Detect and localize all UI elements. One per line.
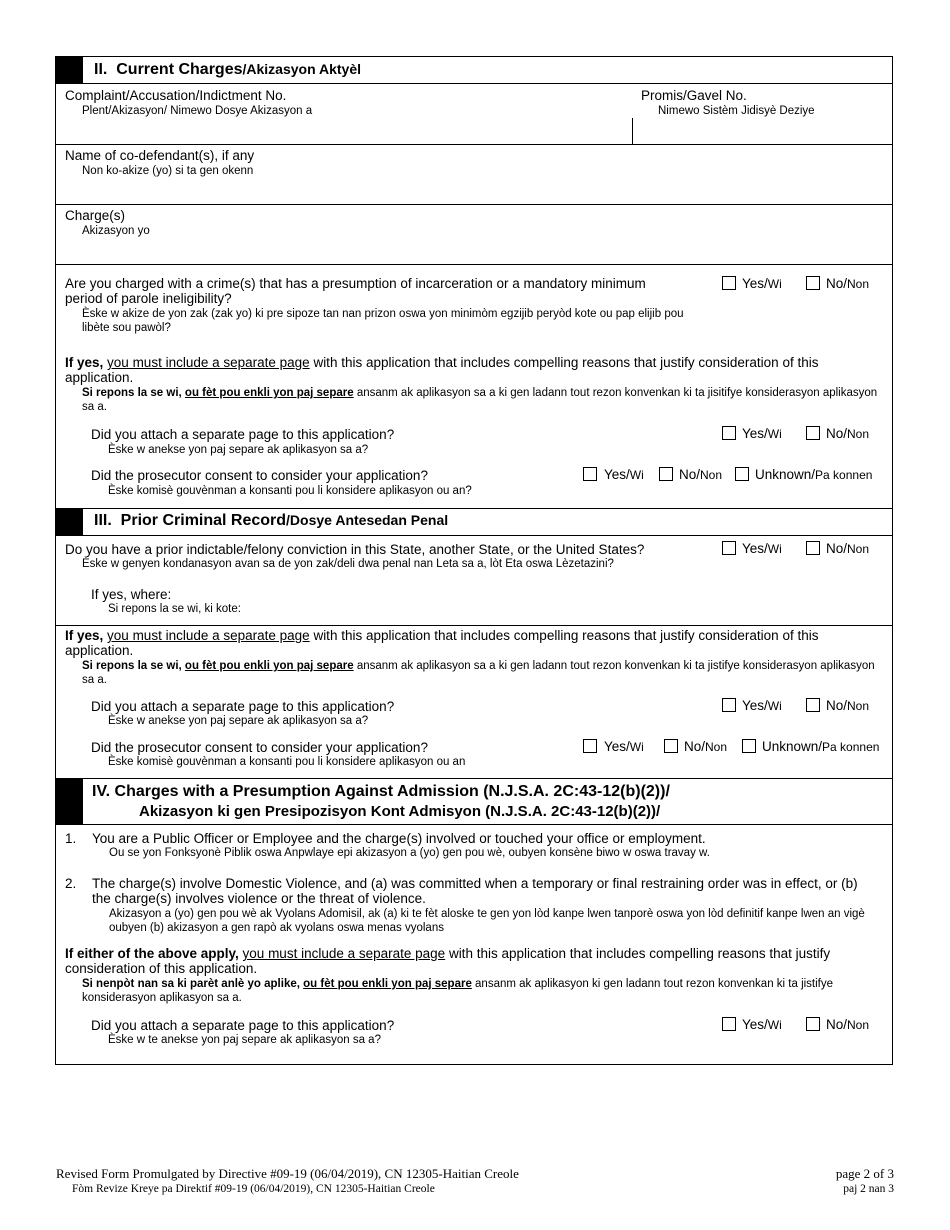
presumption-no-label: No/Non — [826, 276, 870, 291]
prior-attach-yes-label: Yes/Wi — [742, 698, 782, 713]
prior-yes-checkbox[interactable] — [722, 541, 736, 555]
consent-question-ht: Èske komisè gouvènman a konsanti pou li konsidere aplikasyon ou an? — [108, 485, 472, 497]
prior-consent-yes-label: Yes/Wi — [604, 739, 644, 754]
codefendant-label-ht: Non ko-akize (yo) si ta gen okenn — [82, 165, 254, 177]
item-2-text: The charge(s) involve Domestic Violence, and (a) was committed when a temporary or final restraining order was in effect, or (b) the charge(s) involves violence or the threat of violence. — [92, 876, 858, 906]
presumption-attach-question: Did you attach a separate page to this application? — [91, 1018, 395, 1033]
consent-no-checkbox[interactable] — [659, 467, 673, 481]
section-2-title: II. Current Charges/Akizasyon Aktyèl — [94, 61, 362, 78]
separate-page-instruction-ht: Si repons la se wi, ou fèt pou enkli yon paj separe ansanm ak aplikasyon sa a ki gen ladann tout rezon konvenkan ki ta jisitifye konsiderasyon aplikasyon sa a. — [82, 387, 878, 413]
item-2-number: 2. — [65, 876, 77, 891]
presumption-yes-checkbox[interactable] — [722, 276, 736, 290]
section-3-header-rule — [55, 535, 893, 536]
prior-no-label: No/Non — [826, 541, 870, 556]
prior-consent-unknown-label: Unknown/Pa konnen — [762, 739, 880, 754]
prior-consent-yes-checkbox[interactable] — [583, 739, 597, 753]
footer-directive-ht: Fòm Revize Kreye pa Direktif #09-19 (06/04/2019), CN 12305-Haitian Creole — [72, 1183, 435, 1195]
consent-yes-label: Yes/Wi — [604, 467, 644, 482]
prior-consent-unknown-checkbox[interactable] — [742, 739, 756, 753]
complaint-field[interactable] — [55, 144, 893, 145]
complaint-divider — [632, 118, 633, 144]
item-1-text: You are a Public Officer or Employee and the charge(s) involved or touched your office or employment. — [92, 831, 706, 846]
prior-attach-question: Did you attach a separate page to this application? — [91, 699, 395, 714]
section-4-header-rule — [55, 824, 893, 825]
footer-directive: Revised Form Promulgated by Directive #09-19 (06/04/2019), CN 12305-Haitian Creole — [56, 1166, 519, 1181]
section-3-marker — [56, 509, 83, 535]
item-2-text-ht: Akizasyon a (yo) gen pou wè ak Vyolans Adomisil, ak (a) ki te fèt aloske te gen yon lòd kanpe lwen tanporè oswa yon lòd definitif kanpe lwen an vigè oubyen (b) akizasyon a gen rapò ak vyolans oswa menas vyolans — [109, 908, 865, 934]
attach-no-label: No/Non — [826, 426, 870, 441]
presumption-question-ht: Èske w akize de yon zak (zak yo) ki pre sipoze tan nan prizon oswa yon minimòm egzijib peryòd kote ou pap elijib pou libète sou pawòl? — [82, 308, 684, 334]
prior-attach-no-checkbox[interactable] — [806, 698, 820, 712]
prior-separate-page-instruction: If yes, you must include a separate page with this application that includes compelling reasons that justify consideration of this application. — [65, 628, 819, 658]
prior-conviction-question-ht: Èske w genyen kondanasyon avan sa de yon zak/deli dwa penal nan Leta sa a, lòt Eta oswa Lèzetazini? — [82, 558, 614, 570]
promis-label: Promis/Gavel No. — [641, 88, 747, 103]
charges-label: Charge(s) — [65, 208, 126, 223]
presumption-question: Are you charged with a crime(s) that has a presumption of incarceration or a mandatory minimum period of parole ineligibility? — [65, 276, 646, 306]
prior-yes-label: Yes/Wi — [742, 541, 782, 556]
promis-label-ht: Nimewo Sistèm Jidisyè Deziye — [658, 105, 815, 117]
section-4-title-ht: Akizasyon ki gen Presipozisyon Kont Admisyon (N.J.S.A. 2C:43-12(b)(2))/ — [139, 803, 661, 820]
consent-question: Did the prosecutor consent to consider your application? — [91, 468, 428, 483]
complaint-label-ht: Plent/Akizasyon/ Nimewo Dosye Akizasyon a — [82, 105, 313, 117]
section-2-header-rule — [55, 83, 893, 84]
presumption-no-checkbox[interactable] — [806, 276, 820, 290]
consent-unknown-checkbox[interactable] — [735, 467, 749, 481]
where-label: If yes, where: — [91, 587, 172, 602]
section-3-top-rule — [55, 508, 893, 509]
prior-attach-yes-checkbox[interactable] — [722, 698, 736, 712]
footer-page-number-ht: paj 2 nan 3 — [843, 1183, 894, 1195]
either-apply-instruction: If either of the above apply, you must include a separate page with this application that includes compelling reasons that justify consideration of this application. — [65, 946, 831, 976]
charges-field[interactable] — [55, 264, 893, 265]
prior-no-checkbox[interactable] — [806, 541, 820, 555]
consent-yes-checkbox[interactable] — [583, 467, 597, 481]
item-1-text-ht: Ou se yon Fonksyonè Piblik oswa Anpwlaye epi akizasyon a (yo) gen pou wè, oubyen konsène biwo w oswa travay w. — [109, 847, 710, 859]
consent-unknown-label: Unknown/Pa konnen — [755, 467, 873, 482]
presumption-attach-no-label: No/Non — [826, 1017, 870, 1032]
prior-consent-no-checkbox[interactable] — [664, 739, 678, 753]
attach-yes-checkbox[interactable] — [722, 426, 736, 440]
consent-no-label: No/Non — [679, 467, 723, 482]
complaint-label: Complaint/Accusation/Indictment No. — [65, 88, 287, 103]
codefendant-field[interactable] — [55, 204, 893, 205]
presumption-attach-no-checkbox[interactable] — [806, 1017, 820, 1031]
presumption-attach-yes-checkbox[interactable] — [722, 1017, 736, 1031]
attach-question: Did you attach a separate page to this application? — [91, 427, 395, 442]
either-apply-instruction-ht: Si nenpòt nan sa ki parèt anlè yo aplike, ou fèt pou enkli yon paj separe ansanm ak aplikasyon ki gen ladann tout rezon konvenkan ki ta jistifye konsiderasyon aplikasyon sa a. — [82, 978, 834, 1004]
attach-question-ht: Èske w anekse yon paj separe ak aplikasyon sa a? — [108, 444, 369, 456]
section-4-marker — [56, 779, 83, 824]
item-1-number: 1. — [65, 831, 77, 846]
where-field[interactable] — [55, 625, 893, 626]
prior-consent-no-label: No/Non — [684, 739, 728, 754]
presumption-attach-yes-label: Yes/Wi — [742, 1017, 782, 1032]
section-4-title: IV. Charges with a Presumption Against Admission (N.J.S.A. 2C:43-12(b)(2))/ — [92, 783, 670, 800]
where-label-ht: Si repons la se wi, ki kote: — [108, 603, 241, 615]
separate-page-instruction: If yes, you must include a separate page with this application that includes compelling reasons that justify consideration of this application. — [65, 355, 819, 385]
attach-no-checkbox[interactable] — [806, 426, 820, 440]
charges-label-ht: Akizasyon yo — [82, 225, 150, 237]
section-4-top-rule — [55, 778, 893, 779]
prior-attach-no-label: No/Non — [826, 698, 870, 713]
attach-yes-label: Yes/Wi — [742, 426, 782, 441]
codefendant-label: Name of co-defendant(s), if any — [65, 148, 255, 163]
prior-consent-question: Did the prosecutor consent to consider your application? — [91, 740, 428, 755]
prior-separate-page-instruction-ht: Si repons la se wi, ou fèt pou enkli yon paj separe ansanm ak aplikasyon sa a ki gen ladann tout rezon konvenkan ki ta jistifye konsiderasyon aplikasyon sa a. — [82, 660, 875, 686]
prior-attach-question-ht: Èske w anekse yon paj separe ak aplikasyon sa a? — [108, 715, 369, 727]
presumption-yes-label: Yes/Wi — [742, 276, 782, 291]
section-2-marker — [56, 57, 83, 83]
prior-consent-question-ht: Èske komisè gouvènman a konsanti pou li konsidere aplikasyon ou an — [108, 756, 466, 768]
footer-page-number: page 2 of 3 — [835, 1166, 894, 1181]
presumption-attach-question-ht: Èske w te anekse yon paj separe ak aplikasyon sa a? — [108, 1034, 381, 1046]
section-3-title: III. Prior Criminal Record/Dosye Antesedan Penal — [94, 512, 449, 529]
prior-conviction-question: Do you have a prior indictable/felony conviction in this State, another State, or the United States? — [65, 542, 645, 557]
